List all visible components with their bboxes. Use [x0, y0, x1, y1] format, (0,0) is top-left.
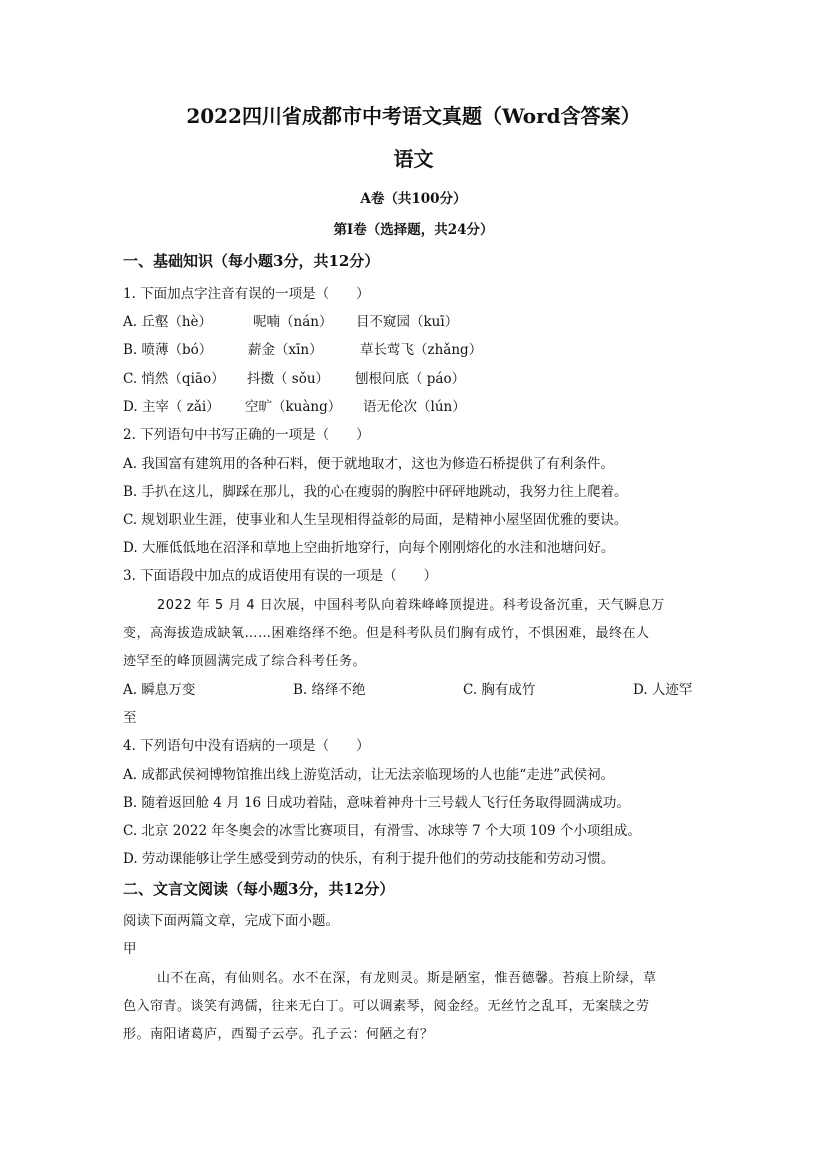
classical-passage-line: 形。南阳诸葛庐，西蜀子云亭。孔子云：何陋之有？ [123, 1027, 434, 1042]
q1-b-word2: 薪金（xīn） [248, 342, 323, 358]
q1-option-row-c [123, 370, 703, 388]
q1-c-word3: 刨根问底（ páo） [355, 371, 466, 387]
q1-option-row-d [123, 398, 703, 416]
subject-heading: 语文 [393, 147, 434, 171]
q3-option-d-wrap: 至 [123, 710, 137, 726]
document-title: 2022四川省成都市中考语文真题（Word含答案） [186, 104, 641, 128]
q2-option-a: A. 我国富有建筑用的各种石料，便于就地取才，这也为修造石桥提供了有利条件。 [123, 456, 614, 472]
q2-stem: 2. 下列语句中书写正确的一项是（ ） [123, 427, 370, 443]
passage-label: 甲 [123, 941, 137, 957]
q3-options-row [123, 681, 703, 699]
q2-option-d: D. 大雁低低地在沼泽和草地上空曲折地穿行，向每个刚刚熔化的水洼和池塘问好。 [123, 540, 615, 556]
section2-heading: 二、文言文阅读（每小题3分，共12分） [123, 880, 395, 898]
q1-b-word3: 草长莺飞（zhǎng） [360, 342, 483, 358]
q1-stem: 1. 下面加点字注音有误的一项是（ ） [123, 286, 370, 302]
q4-option-b: B. 随着返回舱 4 月 16 日成功着陆，意味着神舟十三号载人飞行任务取得圆满成功。 [123, 795, 630, 811]
q3-option-c: C. 胸有成竹 [463, 682, 536, 698]
q1-c-word1: C. 悄然（qiāo） [123, 371, 225, 387]
q3-passage-line: 2022 年 5 月 4 日次展，中国科考队向着珠峰峰顶提进。科考设备沉重，天气瞬息万 [157, 598, 665, 613]
q1-d-word3: 语无伦次（lún） [363, 399, 466, 415]
q3-stem: 3. 下面语段中加点的成语使用有误的一项是（ ） [123, 568, 438, 584]
q1-option-row-b [123, 341, 703, 359]
q1-option-row-a [123, 313, 703, 331]
q1-a-word1: A. 丘壑（hè） [123, 314, 213, 330]
q4-option-a: A. 成都武侯祠博物馆推出线上游览活动，让无法亲临现场的人也能“走进”武侯祠。 [123, 767, 615, 783]
classical-passage-line: 色入帘青。谈笑有鸿儒，往来无白丁。可以调素琴，阅金经。无丝竹之乱耳，无案牍之劳 [123, 999, 650, 1014]
part-one-heading: 第Ⅰ卷（选择题，共24分） [333, 222, 494, 238]
q3-passage-line: 迹罕至的峰顶圆满完成了综合科考任务。 [123, 654, 367, 669]
q1-b-word1: B. 喷薄（bó） [123, 342, 213, 358]
section2-instruction: 阅读下面两篇文章，完成下面小题。 [123, 913, 339, 929]
q3-passage-line: 变，高海拔造成缺氧……困难络绎不绝。但是科考队员们胸有成竹，不惧困难，最终在人 [123, 626, 650, 641]
q3-option-d: D. 人迹罕 [633, 682, 693, 698]
q4-stem: 4. 下列语句中没有语病的一项是（ ） [123, 738, 370, 754]
q1-c-word2: 抖擞（ sǒu） [247, 371, 330, 387]
q3-option-b: B. 络绎不绝 [293, 682, 366, 698]
section1-heading: 一、基础知识（每小题3分，共12分） [123, 252, 380, 270]
q1-a-word3: 目不窥园（kuī） [356, 314, 459, 330]
q1-d-word2: 空旷（kuàng） [245, 399, 342, 415]
q4-option-c: C. 北京 2022 年冬奥会的冰雪比赛项目，有滑雪、冰球等 7 个大项 109 个小项组成。 [123, 823, 641, 839]
q4-option-d: D. 劳动课能够让学生感受到劳动的快乐，有利于提升他们的劳动技能和劳动习惯。 [123, 851, 615, 867]
q2-option-b: B. 手扒在这儿，脚踩在那儿，我的心在瘦弱的胸腔中砰砰地跳动，我努力往上爬着。 [123, 484, 628, 500]
q1-a-word2: 呢喃（nán） [253, 314, 333, 330]
q1-d-word1: D. 主宰（ zǎi） [123, 399, 220, 415]
q3-option-a: A. 瞬息万变 [123, 682, 196, 698]
q2-option-c: C. 规划职业生涯，使事业和人生呈现相得益彰的局面，是精神小屋坚固优雅的要诀。 [123, 512, 628, 528]
volume-a-heading: A卷（共100分） [360, 191, 467, 207]
classical-passage-line: 山不在高，有仙则名。水不在深，有龙则灵。斯是陋室，惟吾德馨。苔痕上阶绿，草 [157, 971, 657, 986]
